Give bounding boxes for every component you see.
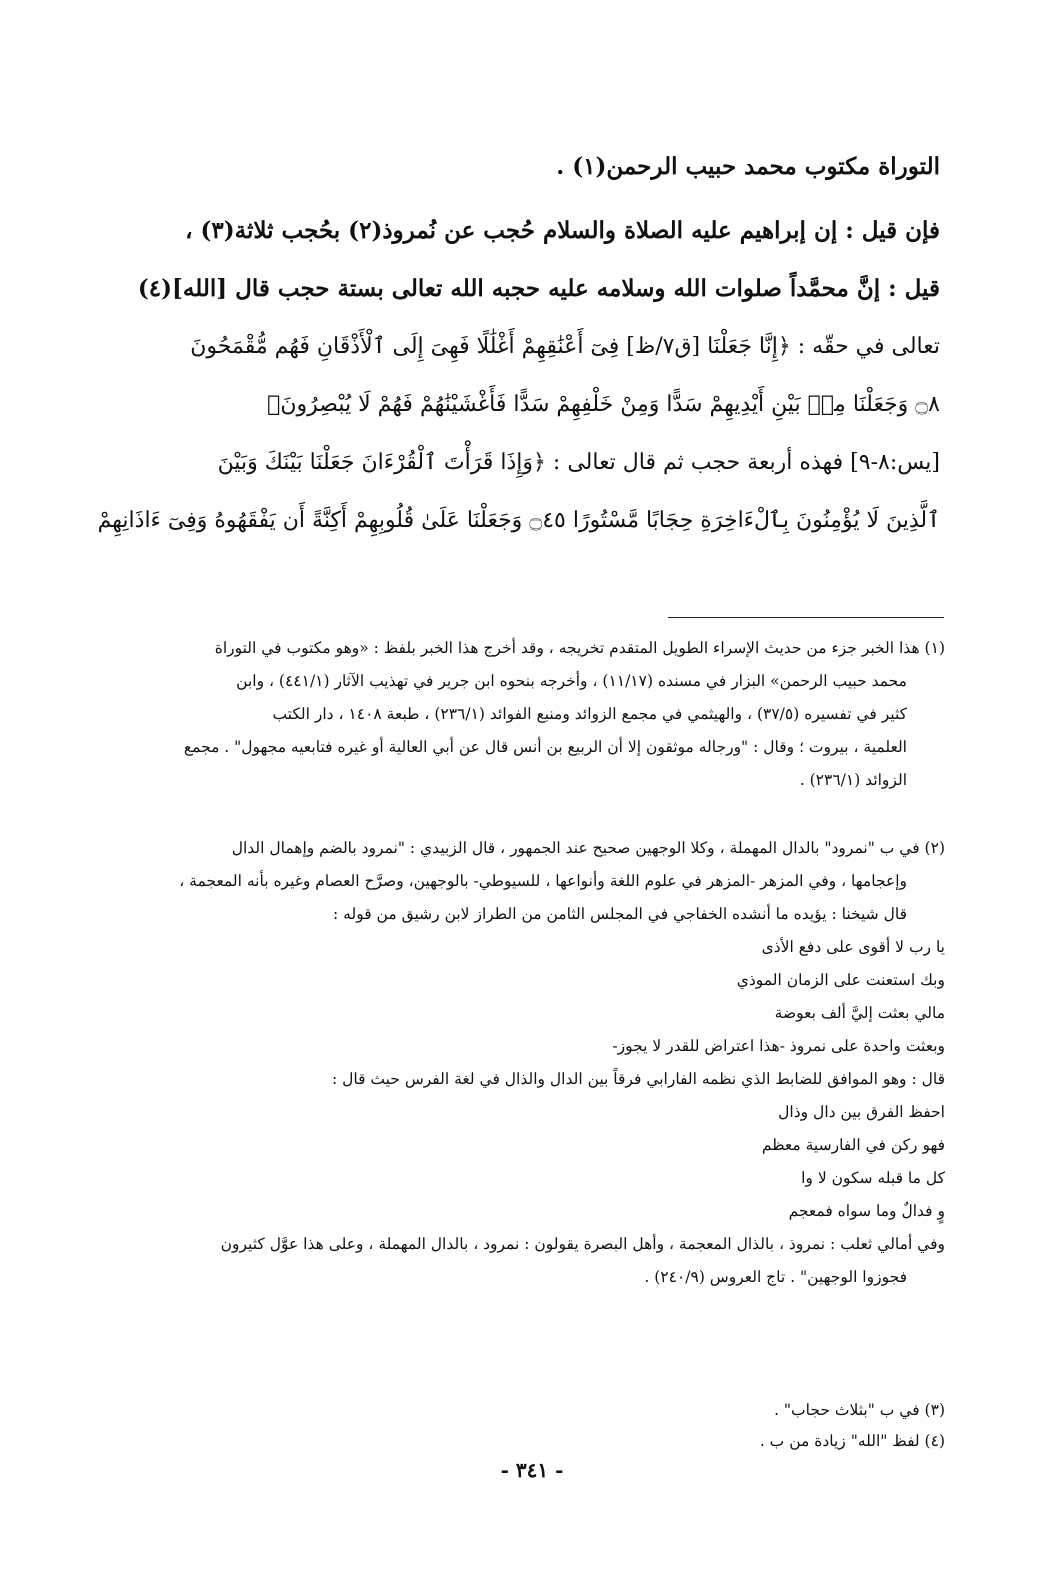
footnote-1-line-1: (١) هذا الخبر جزء من حديث الإسراء الطويل المتقدم تخريجه ، وقد أخرج هذا الخبر بلفظ : «وهو مكتوب في التوراة xyxy=(214,639,945,657)
main-line-6: [يس:٨-٩] فهذه أربعة حجب ثم قال تعالى : ﴿وَإِذَا قَرَأْتَ ٱلْقُرْءَانَ جَعَلْنَا بَيْنَكَ وَبَيْنَ xyxy=(217,450,940,475)
footnote-separator xyxy=(668,617,944,618)
main-line-4: تعالى في حقّه : ﴿إِنَّا جَعَلْنَا [ق٧/ظ] فِىٓ أَعْنَٰقِهِمْ أَغْلَٰلًا فَهِىَ إِلَى ٱلْأَذْقَانِ فَهُم مُّقْمَحُونَ xyxy=(190,334,940,359)
main-line-1: التوراة مكتوب محمد حبيب الرحمن(١) . xyxy=(556,153,940,180)
footnote-2-line-3: قال شيخنا : يؤيده ما أنشده الخفاجي في المجلس الثامن من الطراز لابن رشيق من قوله : xyxy=(333,905,907,923)
footnote-1-line-5: الزوائد (٢٣٦/١) . xyxy=(799,771,907,789)
footnote-2-verse-8: وٍ فدالٌ وما سواه فمعجم xyxy=(788,1202,945,1220)
footnote-2-line-6: فجوزوا الوجهين" . تاج العروس (٢٤٠/٩) . xyxy=(644,1268,907,1286)
footnote-1 xyxy=(145,632,945,797)
footnote-3 xyxy=(145,1394,945,1427)
main-line-3: قيل : إنَّ محمَّداً صلوات الله وسلامه عليه حجبه الله تعالى بستة حجب قال [الله](٤) xyxy=(137,275,940,302)
footnote-2-line-1: (٢) في ب "نمرود" بالدال المهملة ، وكلا الوجهين صحيح عند الجمهور ، قال الزبيدي : "نمرود بالضم وإهمال الدال xyxy=(231,839,945,857)
footnote-2-verse-4: وبعثت واحدة على نمروذ -هذا اعتراض للقدر لا يجوز- xyxy=(612,1037,945,1055)
footnote-2-verse-2: وبك استعنت على الزمان الموذي xyxy=(736,971,945,989)
footnote-1-line-3: كثير في تفسيره (٣٧/٥) ، والهيثمي في مجمع الزوائد ومنبع الفوائد (٢٣٦/١) ، طبعة ١٤٠٨ ، دار الكتب xyxy=(272,705,907,723)
page-number: - ٣٤١ - xyxy=(500,1458,564,1482)
main-line-2: فإن قيل : إن إبراهيم عليه الصلاة والسلام حُجب عن نُمروذ(٢) بحُجب ثلاثة(٣) ، xyxy=(185,217,940,244)
main-line-7: ٱلَّذِينَ لَا يُؤْمِنُونَ بِٱلْءَاخِرَةِ حِجَابًا مَّسْتُورًا ۝٤٥ وَجَعَلْنَا عَلَىٰ قُلُوبِهِمْ أَكِنَّةً أَن يَفْقَهُوهُ وَفِىٓ ءَاذَانِهِمْ xyxy=(97,508,940,533)
footnote-2-line-5: وفي أمالي ثعلب : نمروذ ، بالذال المعجمة ، وأهل البصرة يقولون : نمرود ، بالدال المهملة ، وعلى هذا عوَّل كثيرون xyxy=(220,1235,945,1253)
footnote-2-verse-7: كل ما قبله سكون لا وا xyxy=(801,1169,945,1187)
footnote-2-line-4: قال : وهو الموافق للضابط الذي نظمه الفارابي فرقاً بين الدال والذال في لغة الفرس حيث قال : xyxy=(331,1070,945,1088)
footnote-1-line-4: العلمية ، بيروت ؛ وقال : "ورجاله موثقون إلا أن الربيع بن أنس قال عن أبي العالية أو غيره فتابعيه مجهول" . مجمع xyxy=(183,738,907,756)
footnote-2-verse-6: فهو ركن في الفارسية معظم xyxy=(761,1136,945,1154)
footnote-4 xyxy=(145,1425,945,1458)
main-line-5: ۝٨ وَجَعَلْنَا مِنۢ بَيْنِ أَيْدِيهِمْ سَدًّا وَمِنْ خَلْفِهِمْ سَدًّا فَأَغْشَيْنَٰهُمْ فَهُمْ لَا يُبْصِرُونَ﴾ xyxy=(267,392,940,417)
footnote-2-verse-3: مالي بعثت إليَّ ألف بعوضة xyxy=(774,1004,945,1022)
footnote-2-line-2: وإعجامها ، وفي المزهر -المزهر في علوم اللغة وأنواعها ، للسيوطي- بالوجهين، وصرَّح العصام وغيره بأنه المعجمة ، xyxy=(179,872,907,890)
footnote-3-text: (٣) في ب "بثلاث حجاب" . xyxy=(774,1401,945,1419)
footnote-2 xyxy=(145,832,945,1294)
footnote-4-text: (٤) لفظ "الله" زيادة من ب . xyxy=(759,1432,945,1450)
footnote-2-verse-5: احفظ الفرق بين دال وذال xyxy=(778,1103,945,1121)
footnote-1-line-2: محمد حبيب الرحمن» البزار في مسنده (١١/١٧) ، وأخرجه بنحوه ابن جرير في تهذيب الآثار (٤٤١/١) ، وابن xyxy=(236,672,907,690)
footnote-2-verse-1: يا رب لا أقوى على دفع الأذى xyxy=(761,938,945,956)
